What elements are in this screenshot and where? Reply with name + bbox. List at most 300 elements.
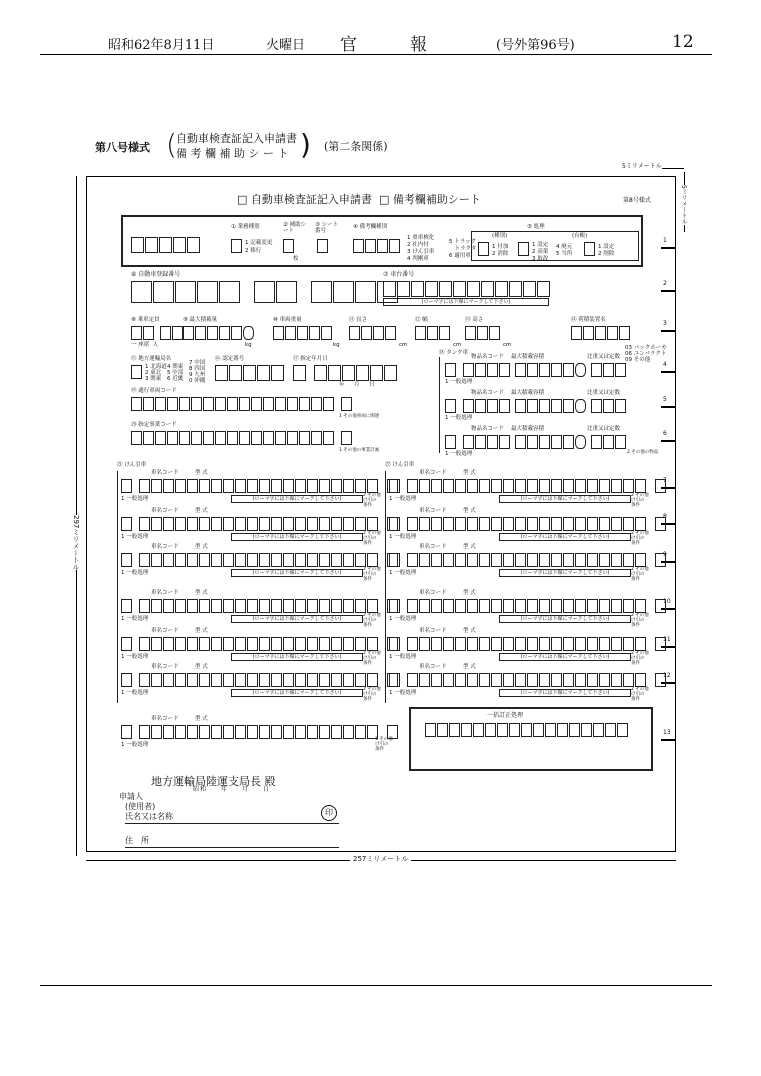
input-cell[interactable] — [533, 723, 544, 737]
input-cell[interactable] — [527, 435, 538, 449]
input-cell[interactable] — [172, 326, 183, 340]
input-cell[interactable] — [485, 723, 496, 737]
process-ledger-cell[interactable] — [518, 242, 529, 256]
input-cell[interactable] — [603, 435, 614, 449]
input-cell[interactable] — [259, 637, 270, 651]
input-cell[interactable] — [575, 553, 586, 567]
input-cell[interactable] — [323, 431, 334, 445]
input-cell[interactable] — [655, 479, 666, 493]
input-cell[interactable] — [219, 281, 240, 303]
input-cell[interactable] — [551, 553, 562, 567]
input-cell[interactable] — [311, 397, 322, 411]
input-cell[interactable] — [175, 517, 186, 531]
input-cell[interactable] — [331, 599, 342, 613]
input-cell[interactable] — [611, 479, 622, 493]
input-cell[interactable] — [139, 517, 150, 531]
input-cell[interactable] — [419, 517, 430, 531]
input-cell[interactable] — [389, 553, 400, 567]
input-cell[interactable] — [521, 723, 532, 737]
input-cell[interactable] — [489, 326, 500, 340]
input-cell[interactable] — [515, 517, 526, 531]
input-cell[interactable] — [587, 599, 598, 613]
input-cell[interactable] — [211, 479, 222, 493]
input-cell[interactable] — [463, 435, 474, 449]
input-cell[interactable] — [575, 599, 586, 613]
input-cell[interactable] — [197, 281, 218, 303]
input-cell[interactable] — [121, 517, 132, 531]
input-cell[interactable] — [235, 673, 246, 687]
input-cell[interactable] — [355, 281, 376, 303]
input-cell[interactable] — [319, 673, 330, 687]
input-cell[interactable] — [539, 435, 550, 449]
input-cell[interactable] — [319, 479, 330, 493]
input-cell[interactable] — [445, 435, 456, 449]
input-cell[interactable] — [271, 365, 284, 381]
input-cell[interactable] — [295, 725, 306, 739]
input-cell[interactable] — [187, 517, 198, 531]
input-cell[interactable] — [563, 553, 574, 567]
address-line[interactable] — [125, 847, 339, 848]
input-cell[interactable] — [187, 479, 198, 493]
input-cell[interactable] — [587, 479, 598, 493]
input-cell[interactable] — [295, 553, 306, 567]
input-cell[interactable] — [611, 673, 622, 687]
input-cell[interactable] — [481, 281, 494, 297]
input-cell[interactable] — [539, 673, 550, 687]
input-cell[interactable] — [151, 553, 162, 567]
input-cell[interactable] — [239, 397, 250, 411]
input-cell[interactable] — [367, 479, 378, 493]
input-cell[interactable] — [263, 431, 274, 445]
input-cell[interactable] — [515, 479, 526, 493]
input-cell[interactable] — [311, 281, 332, 303]
input-cell[interactable] — [527, 517, 538, 531]
input-cell[interactable] — [583, 326, 594, 340]
input-cell[interactable] — [231, 326, 242, 340]
input-cell[interactable] — [615, 399, 626, 413]
input-cell[interactable] — [593, 723, 604, 737]
input-cell[interactable] — [355, 673, 366, 687]
input-cell[interactable] — [251, 431, 262, 445]
input-cell[interactable] — [635, 637, 646, 651]
input-cell[interactable] — [571, 326, 582, 340]
input-cell[interactable] — [341, 431, 352, 445]
input-cell[interactable] — [275, 397, 286, 411]
input-cell[interactable] — [607, 326, 618, 340]
input-cell[interactable] — [449, 723, 460, 737]
input-cell[interactable] — [445, 363, 456, 377]
input-cell[interactable] — [239, 431, 250, 445]
input-cell[interactable] — [139, 479, 150, 493]
input-cell[interactable] — [121, 637, 132, 651]
input-cell[interactable] — [599, 637, 610, 651]
input-cell[interactable] — [342, 365, 355, 381]
input-cell[interactable] — [299, 397, 310, 411]
input-cell[interactable] — [199, 725, 210, 739]
input-cell[interactable] — [175, 599, 186, 613]
input-cell[interactable] — [655, 553, 666, 567]
input-cell[interactable] — [461, 723, 472, 737]
input-cell[interactable] — [259, 553, 270, 567]
input-cell[interactable] — [523, 281, 536, 297]
input-cell[interactable] — [333, 281, 354, 303]
input-cell[interactable] — [491, 553, 502, 567]
input-cell[interactable] — [575, 479, 586, 493]
input-cell[interactable] — [475, 399, 486, 413]
input-cell[interactable] — [341, 397, 352, 411]
process-type-cell[interactable] — [478, 242, 489, 256]
input-cell[interactable] — [187, 553, 198, 567]
input-cell[interactable] — [431, 599, 442, 613]
input-cell[interactable] — [563, 599, 574, 613]
input-cell[interactable] — [295, 479, 306, 493]
input-cell[interactable] — [307, 599, 318, 613]
input-cell[interactable] — [389, 673, 400, 687]
input-cell[interactable] — [389, 479, 400, 493]
input-cell[interactable] — [131, 431, 142, 445]
input-cell[interactable] — [343, 517, 354, 531]
input-cell[interactable] — [455, 637, 466, 651]
input-cell[interactable] — [407, 479, 418, 493]
input-cell[interactable] — [355, 517, 366, 531]
input-cell[interactable] — [389, 517, 400, 531]
input-cell[interactable] — [569, 723, 580, 737]
transport-bureau-cell[interactable] — [131, 365, 142, 379]
input-cell[interactable] — [243, 365, 256, 381]
input-cell[interactable] — [587, 517, 598, 531]
input-cell[interactable] — [503, 553, 514, 567]
input-cell[interactable] — [655, 517, 666, 531]
input-cell[interactable] — [367, 599, 378, 613]
input-cell[interactable] — [475, 363, 486, 377]
input-cell[interactable] — [259, 517, 270, 531]
input-cell[interactable] — [487, 399, 498, 413]
input-cell[interactable] — [276, 281, 297, 303]
input-cell[interactable] — [273, 326, 284, 340]
input-cell[interactable] — [365, 239, 376, 253]
input-cell[interactable] — [271, 553, 282, 567]
input-cell[interactable] — [215, 365, 228, 381]
input-cell[interactable] — [287, 397, 298, 411]
input-cell[interactable] — [551, 637, 562, 651]
input-cell[interactable] — [443, 553, 454, 567]
input-cell[interactable] — [595, 326, 606, 340]
input-cell[interactable] — [443, 599, 454, 613]
input-cell[interactable] — [215, 431, 226, 445]
input-cell[interactable] — [235, 725, 246, 739]
input-cell[interactable] — [199, 479, 210, 493]
input-cell[interactable] — [343, 479, 354, 493]
input-cell[interactable] — [503, 517, 514, 531]
input-cell[interactable] — [331, 637, 342, 651]
input-cell[interactable] — [411, 281, 424, 297]
input-cell[interactable] — [527, 553, 538, 567]
input-cell[interactable] — [503, 673, 514, 687]
input-cell[interactable] — [551, 599, 562, 613]
input-cell[interactable] — [487, 363, 498, 377]
input-cell[interactable] — [183, 326, 194, 340]
input-cell[interactable] — [407, 637, 418, 651]
input-cell[interactable] — [509, 281, 522, 297]
input-cell[interactable] — [307, 553, 318, 567]
input-cell[interactable] — [563, 363, 574, 377]
input-cell[interactable] — [187, 673, 198, 687]
input-cell[interactable] — [299, 431, 310, 445]
input-cell[interactable] — [515, 637, 526, 651]
input-cell[interactable] — [615, 435, 626, 449]
input-cell[interactable] — [143, 431, 154, 445]
input-cell[interactable] — [203, 431, 214, 445]
input-cell[interactable] — [503, 637, 514, 651]
input-cell[interactable] — [283, 553, 294, 567]
input-cell[interactable] — [515, 435, 526, 449]
input-cell[interactable] — [191, 397, 202, 411]
input-cell[interactable] — [479, 517, 490, 531]
input-cell[interactable] — [591, 399, 602, 413]
input-cell[interactable] — [139, 637, 150, 651]
input-cell[interactable] — [131, 326, 142, 340]
input-cell[interactable] — [599, 479, 610, 493]
input-cell[interactable] — [599, 517, 610, 531]
input-cell[interactable] — [163, 673, 174, 687]
input-cell[interactable] — [293, 365, 306, 381]
input-cell[interactable] — [503, 479, 514, 493]
input-cell[interactable] — [455, 517, 466, 531]
input-cell[interactable] — [163, 637, 174, 651]
input-cell[interactable] — [635, 673, 646, 687]
input-cell[interactable] — [455, 479, 466, 493]
input-cell[interactable] — [503, 599, 514, 613]
input-cell[interactable] — [611, 553, 622, 567]
input-cell-zero[interactable] — [243, 326, 254, 340]
input-cell[interactable] — [599, 599, 610, 613]
input-cell[interactable] — [499, 399, 510, 413]
input-cell[interactable] — [167, 431, 178, 445]
input-cell[interactable] — [479, 479, 490, 493]
input-cell[interactable] — [419, 479, 430, 493]
input-cell[interactable] — [295, 517, 306, 531]
input-cell[interactable] — [121, 725, 132, 739]
input-cell[interactable] — [331, 553, 342, 567]
input-cell[interactable] — [575, 399, 586, 413]
input-cell[interactable] — [160, 326, 171, 340]
input-cell[interactable] — [263, 397, 274, 411]
input-cell[interactable] — [349, 326, 360, 340]
input-cell[interactable] — [297, 326, 308, 340]
input-cell[interactable] — [407, 673, 418, 687]
input-cell[interactable] — [575, 517, 586, 531]
input-cell[interactable] — [179, 431, 190, 445]
input-cell[interactable] — [271, 479, 282, 493]
input-cell[interactable] — [295, 599, 306, 613]
input-cell[interactable] — [355, 637, 366, 651]
input-cell[interactable] — [443, 673, 454, 687]
input-cell[interactable] — [439, 281, 452, 297]
input-cell[interactable] — [623, 479, 634, 493]
input-cell[interactable] — [499, 363, 510, 377]
input-cell[interactable] — [283, 637, 294, 651]
input-cell[interactable] — [551, 673, 562, 687]
input-cell[interactable] — [527, 637, 538, 651]
input-cell[interactable] — [499, 435, 510, 449]
input-cell[interactable] — [343, 637, 354, 651]
input-cell[interactable] — [247, 517, 258, 531]
input-cell[interactable] — [259, 725, 270, 739]
input-cell[interactable] — [307, 725, 318, 739]
input-cell[interactable] — [419, 599, 430, 613]
input-cell[interactable] — [407, 517, 418, 531]
input-cell[interactable] — [373, 326, 384, 340]
input-cell[interactable] — [223, 673, 234, 687]
input-cell[interactable] — [145, 237, 158, 253]
input-cell[interactable] — [443, 517, 454, 531]
input-cell[interactable] — [163, 725, 174, 739]
input-cell[interactable] — [467, 673, 478, 687]
input-cell[interactable] — [283, 673, 294, 687]
input-cell[interactable] — [407, 553, 418, 567]
input-cell[interactable] — [431, 517, 442, 531]
input-cell[interactable] — [495, 281, 508, 297]
input-cell[interactable] — [257, 365, 270, 381]
input-cell[interactable] — [285, 326, 296, 340]
input-cell[interactable] — [259, 479, 270, 493]
input-cell[interactable] — [527, 363, 538, 377]
input-cell[interactable] — [527, 399, 538, 413]
input-cell[interactable] — [397, 281, 410, 297]
input-cell[interactable] — [563, 673, 574, 687]
input-cell[interactable] — [539, 599, 550, 613]
input-cell[interactable] — [163, 599, 174, 613]
input-cell[interactable] — [319, 599, 330, 613]
input-cell[interactable] — [515, 553, 526, 567]
input-cell[interactable] — [153, 281, 174, 303]
input-cell[interactable] — [343, 553, 354, 567]
input-cell[interactable] — [175, 479, 186, 493]
input-cell[interactable] — [465, 326, 476, 340]
input-cell[interactable] — [587, 637, 598, 651]
input-cell[interactable] — [163, 553, 174, 567]
input-cell[interactable] — [537, 281, 550, 297]
input-cell[interactable] — [655, 599, 666, 613]
input-cell[interactable] — [563, 399, 574, 413]
input-cell[interactable] — [563, 435, 574, 449]
input-cell[interactable] — [235, 637, 246, 651]
input-cell[interactable] — [283, 517, 294, 531]
input-cell[interactable] — [223, 517, 234, 531]
input-cell[interactable] — [527, 599, 538, 613]
input-cell[interactable] — [271, 517, 282, 531]
input-cell[interactable] — [121, 673, 132, 687]
sheet-number-cell[interactable] — [317, 239, 328, 253]
input-cell[interactable] — [131, 281, 152, 303]
input-cell[interactable] — [227, 431, 238, 445]
input-cell[interactable] — [463, 399, 474, 413]
input-cell[interactable] — [539, 637, 550, 651]
input-cell[interactable] — [491, 637, 502, 651]
input-cell[interactable] — [223, 725, 234, 739]
input-cell[interactable] — [515, 399, 526, 413]
input-cell[interactable] — [247, 553, 258, 567]
input-cell[interactable] — [175, 673, 186, 687]
input-cell[interactable] — [551, 517, 562, 531]
input-cell[interactable] — [623, 553, 634, 567]
input-cell[interactable] — [175, 281, 196, 303]
input-cell[interactable] — [635, 517, 646, 531]
input-cell[interactable] — [383, 281, 396, 297]
input-cell[interactable] — [155, 431, 166, 445]
input-cell[interactable] — [311, 431, 322, 445]
input-cell[interactable] — [539, 479, 550, 493]
input-cell[interactable] — [527, 479, 538, 493]
input-cell[interactable] — [467, 479, 478, 493]
input-cell[interactable] — [167, 397, 178, 411]
input-cell[interactable] — [235, 517, 246, 531]
input-cell[interactable] — [211, 725, 222, 739]
input-cell[interactable] — [431, 673, 442, 687]
input-cell[interactable] — [515, 599, 526, 613]
input-cell[interactable] — [207, 326, 218, 340]
input-cell[interactable] — [343, 599, 354, 613]
input-cell[interactable] — [655, 637, 666, 651]
input-cell[interactable] — [199, 673, 210, 687]
input-cell[interactable] — [603, 399, 614, 413]
input-cell[interactable] — [331, 479, 342, 493]
input-cell[interactable] — [307, 517, 318, 531]
input-cell[interactable] — [455, 553, 466, 567]
input-cell[interactable] — [419, 673, 430, 687]
input-cell[interactable] — [343, 725, 354, 739]
input-cell[interactable] — [211, 553, 222, 567]
input-cell[interactable] — [199, 517, 210, 531]
name-line[interactable] — [125, 823, 339, 824]
process-final-cell[interactable] — [584, 242, 595, 256]
input-cell[interactable] — [283, 479, 294, 493]
input-cell[interactable] — [211, 637, 222, 651]
input-cell[interactable] — [463, 363, 474, 377]
input-cell[interactable] — [211, 673, 222, 687]
input-cell[interactable] — [223, 553, 234, 567]
input-cell[interactable] — [587, 673, 598, 687]
input-cell[interactable] — [581, 723, 592, 737]
input-cell[interactable] — [331, 725, 342, 739]
input-cell[interactable] — [331, 517, 342, 531]
input-cell[interactable] — [467, 599, 478, 613]
business-type-cell[interactable] — [231, 239, 242, 253]
input-cell[interactable] — [319, 637, 330, 651]
input-cell[interactable] — [307, 637, 318, 651]
input-cell[interactable] — [155, 397, 166, 411]
input-cell[interactable] — [139, 725, 150, 739]
input-cell[interactable] — [611, 517, 622, 531]
input-cell[interactable] — [211, 517, 222, 531]
input-cell[interactable] — [179, 397, 190, 411]
input-cell[interactable] — [591, 363, 602, 377]
input-cell[interactable] — [235, 553, 246, 567]
input-cell[interactable] — [287, 431, 298, 445]
input-cell[interactable] — [453, 281, 466, 297]
input-cell[interactable] — [455, 599, 466, 613]
input-cell[interactable] — [139, 599, 150, 613]
input-cell[interactable] — [143, 326, 154, 340]
input-cell[interactable] — [195, 326, 206, 340]
input-cell[interactable] — [619, 326, 630, 340]
input-cell[interactable] — [355, 479, 366, 493]
input-cell[interactable] — [467, 281, 480, 297]
input-cell[interactable] — [199, 599, 210, 613]
input-cell[interactable] — [611, 599, 622, 613]
input-cell[interactable] — [321, 326, 332, 340]
input-cell[interactable] — [445, 399, 456, 413]
